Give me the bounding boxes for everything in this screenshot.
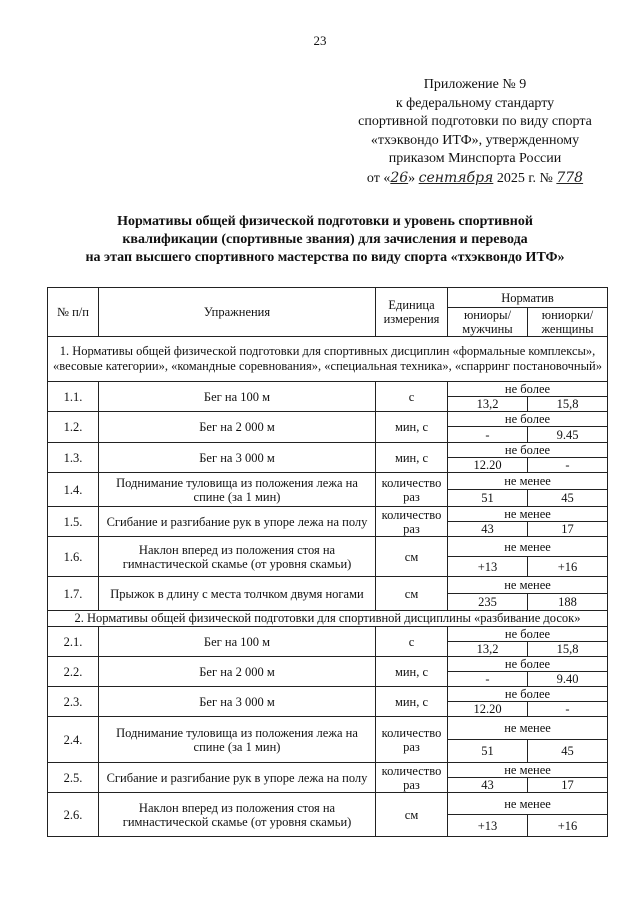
row-female-value: 17 bbox=[528, 522, 608, 537]
handwritten-month: сентября bbox=[418, 169, 494, 186]
appendix-line: Приложение № 9 bbox=[423, 77, 527, 92]
row-exercise: Бег на 100 м bbox=[99, 627, 376, 657]
row-num: 1.1. bbox=[48, 382, 99, 412]
row-qualifier: не более bbox=[448, 627, 608, 642]
row-unit: количество раз bbox=[376, 507, 448, 537]
row-exercise: Бег на 2 000 м bbox=[99, 412, 376, 443]
row-male-value: 51 bbox=[448, 490, 528, 507]
row-female-value: 45 bbox=[528, 490, 608, 507]
row-male-value: 12.20 bbox=[448, 458, 528, 473]
row-qualifier: не менее bbox=[448, 473, 608, 490]
title-line: Нормативы общей физической подготовки и уровень спортивной bbox=[117, 214, 533, 229]
row-male-value: 43 bbox=[448, 522, 528, 537]
header-male: юниоры/ мужчины bbox=[448, 308, 528, 337]
row-male-value: - bbox=[448, 672, 528, 687]
row-female-value: +16 bbox=[528, 815, 608, 837]
row-male-value: 51 bbox=[448, 740, 528, 763]
row-qualifier: не более bbox=[448, 443, 608, 458]
table-row bbox=[48, 657, 608, 672]
appendix-line: приказом Минспорта России bbox=[388, 151, 562, 166]
appendix-line: «тхэквондо ИТФ», утвержденному bbox=[370, 132, 580, 148]
row-female-value: - bbox=[528, 702, 608, 717]
row-exercise: Бег на 100 м bbox=[99, 382, 376, 412]
row-female-value: 15,8 bbox=[528, 397, 608, 412]
order-date-line bbox=[330, 169, 620, 189]
table-row bbox=[48, 507, 608, 522]
date-mid: » bbox=[408, 170, 419, 186]
row-exercise: Наклон вперед из положения стоя на гимнастической скамье (от уровня скамьи) bbox=[99, 793, 376, 837]
row-exercise: Бег на 3 000 м bbox=[99, 443, 376, 473]
row-unit: количество раз bbox=[376, 763, 448, 793]
header-num: № п/п bbox=[48, 288, 99, 337]
row-qualifier: не более bbox=[448, 412, 608, 427]
header-female: юниорки/ женщины bbox=[528, 308, 608, 337]
row-unit: с bbox=[376, 382, 448, 412]
row-qualifier: не менее bbox=[448, 507, 608, 522]
row-qualifier: не более bbox=[448, 382, 608, 397]
row-num: 1.3. bbox=[48, 443, 99, 473]
row-exercise: Сгибание и разгибание рук в упоре лежа на полу bbox=[99, 763, 376, 793]
row-exercise: Наклон вперед из положения стоя на гимнастической скамье (от уровня скамьи) bbox=[99, 537, 376, 577]
row-qualifier: не менее bbox=[448, 577, 608, 594]
row-num: 2.2. bbox=[48, 657, 99, 687]
table-row bbox=[48, 627, 608, 642]
row-num: 2.6. bbox=[48, 793, 99, 837]
row-exercise: Прыжок в длину с места толчком двумя ногами bbox=[99, 577, 376, 611]
table-row bbox=[48, 473, 608, 490]
row-male-value: 13,2 bbox=[448, 642, 528, 657]
row-qualifier: не менее bbox=[448, 793, 608, 815]
row-female-value: 9.45 bbox=[528, 427, 608, 443]
row-num: 1.2. bbox=[48, 412, 99, 443]
row-female-value: 188 bbox=[528, 594, 608, 611]
row-male-value: 12.20 bbox=[448, 702, 528, 717]
date-prefix: от « bbox=[366, 170, 391, 186]
table-row bbox=[48, 537, 608, 557]
row-male-value: +13 bbox=[448, 557, 528, 577]
row-num: 2.5. bbox=[48, 763, 99, 793]
row-num: 1.7. bbox=[48, 577, 99, 611]
table-row bbox=[48, 382, 608, 397]
year-part: 2025 г. № bbox=[493, 170, 557, 186]
row-exercise: Бег на 2 000 м bbox=[99, 657, 376, 687]
row-unit: количество раз bbox=[376, 717, 448, 763]
row-unit: мин, с bbox=[376, 657, 448, 687]
row-exercise: Поднимание туловища из положения лежа на спине (за 1 мин) bbox=[99, 717, 376, 763]
row-exercise: Бег на 3 000 м bbox=[99, 687, 376, 717]
row-num: 2.1. bbox=[48, 627, 99, 657]
section-title: 1. Нормативы общей физической подготовки для спортивных дисциплин «формальные комплексы», «весовые категории», «командные соревнования», «специальная техника», «спарринг постановочный» bbox=[48, 337, 608, 382]
title-line: квалификации (спортивные звания) для зачисления и перевода bbox=[122, 232, 528, 247]
row-female-value: 15,8 bbox=[528, 642, 608, 657]
row-male-value: +13 bbox=[448, 815, 528, 837]
table-row bbox=[48, 763, 608, 778]
table-row bbox=[48, 443, 608, 458]
appendix-line: к федеральному стандарту bbox=[395, 95, 555, 111]
row-qualifier: не менее bbox=[448, 717, 608, 740]
document-title bbox=[40, 213, 610, 267]
row-num: 1.4. bbox=[48, 473, 99, 507]
handwritten-day: 26 bbox=[390, 169, 409, 186]
title-line: на этап высшего спортивного мастерства по виду спорта «тхэквондо ИТФ» bbox=[85, 250, 565, 265]
row-num: 2.4. bbox=[48, 717, 99, 763]
row-female-value: 45 bbox=[528, 740, 608, 763]
row-unit: см bbox=[376, 793, 448, 837]
appendix-line: спортивной подготовки по виду спорта bbox=[358, 114, 592, 129]
header-exercise: Упражнения bbox=[99, 288, 376, 337]
page-number: 23 bbox=[313, 33, 327, 48]
handwritten-order-number: 778 bbox=[556, 169, 584, 186]
row-male-value: 13,2 bbox=[448, 397, 528, 412]
table-row bbox=[48, 717, 608, 740]
table-row bbox=[48, 687, 608, 702]
row-qualifier: не менее bbox=[448, 537, 608, 557]
row-male-value: 43 bbox=[448, 778, 528, 793]
row-unit: с bbox=[376, 627, 448, 657]
appendix-block bbox=[330, 76, 620, 188]
row-female-value: 9.40 bbox=[528, 672, 608, 687]
row-qualifier: не более bbox=[448, 687, 608, 702]
row-unit: мин, с bbox=[376, 687, 448, 717]
row-num: 2.3. bbox=[48, 687, 99, 717]
row-num: 1.6. bbox=[48, 537, 99, 577]
row-qualifier: не менее bbox=[448, 763, 608, 778]
row-unit: см bbox=[376, 577, 448, 611]
row-unit: мин, с bbox=[376, 412, 448, 443]
row-unit: количество раз bbox=[376, 473, 448, 507]
row-female-value: +16 bbox=[528, 557, 608, 577]
row-unit: мин, с bbox=[376, 443, 448, 473]
header-norm: Норматив bbox=[448, 288, 608, 308]
standards-table bbox=[47, 287, 608, 837]
row-num: 1.5. bbox=[48, 507, 99, 537]
row-female-value: - bbox=[528, 458, 608, 473]
table-row bbox=[48, 412, 608, 427]
row-unit: см bbox=[376, 537, 448, 577]
row-qualifier: не более bbox=[448, 657, 608, 672]
row-male-value: 235 bbox=[448, 594, 528, 611]
row-exercise: Сгибание и разгибание рук в упоре лежа на полу bbox=[99, 507, 376, 537]
section-title: 2. Нормативы общей физической подготовки для спортивной дисциплины «разбивание досок» bbox=[48, 611, 608, 627]
row-male-value: - bbox=[448, 427, 528, 443]
row-exercise: Поднимание туловища из положения лежа на спине (за 1 мин) bbox=[99, 473, 376, 507]
table-row bbox=[48, 577, 608, 594]
header-unit: Единица измерения bbox=[376, 288, 448, 337]
table-row bbox=[48, 793, 608, 815]
row-female-value: 17 bbox=[528, 778, 608, 793]
